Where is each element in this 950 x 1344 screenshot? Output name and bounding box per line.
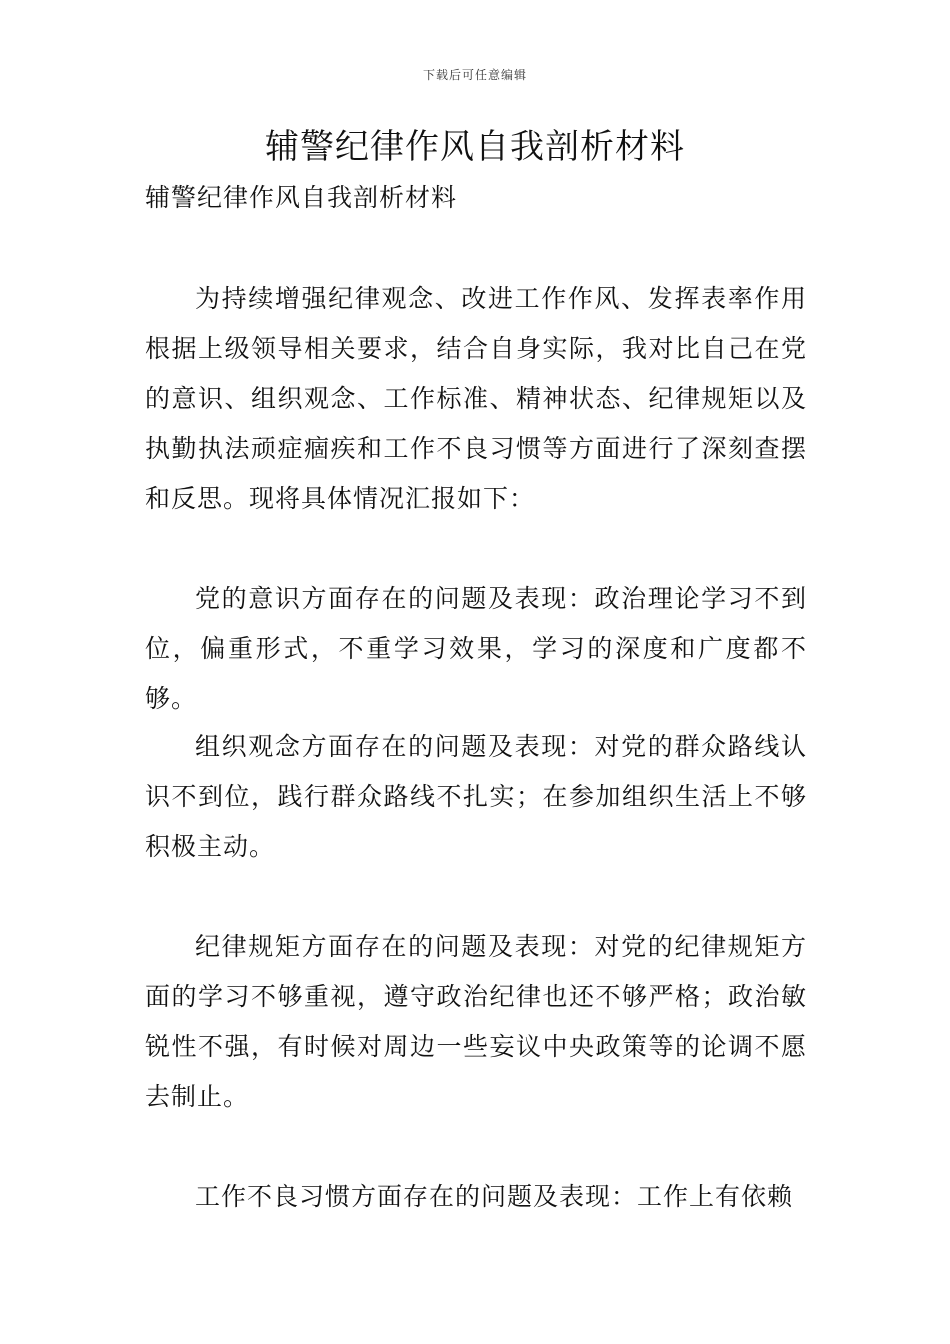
document-subtitle: 辅警纪律作风自我剖析材料 — [145, 183, 458, 212]
paragraph-discipline-rules: 纪律规矩方面存在的问题及表现：对党的纪律规矩方面的学习不够重视，遵守政治纪律也还不够严格；政治敏锐性不强，有时候对周边一些妄议中央政策等的论调不愿去制止。 — [145, 932, 807, 1111]
paragraph-introduction: 为持续增强纪律观念、改进工作作风、发挥表率作用根据上级领导相关要求，结合自身实际，我对比自己在党的意识、组织观念、工作标准、精神状态、纪律规矩以及执勤执法顽症痼疾和工作不良习惯等方面进行了深刻查摆和反思。现将具体情况汇报如下： — [145, 284, 807, 513]
document-title: 辅警纪律作风自我剖析材料 — [265, 127, 685, 167]
paragraph-party-awareness: 党的意识方面存在的问题及表现：政治理论学习不到位，偏重形式，不重学习效果，学习的深度和广度都不够。 — [145, 584, 807, 713]
paragraph-organization-concept: 组织观念方面存在的问题及表现：对党的群众路线认识不到位，践行群众路线不扎实；在参加组织生活上不够积极主动。 — [145, 732, 807, 861]
header-note: 下载后可任意编辑 — [422, 68, 527, 82]
paragraph-work-habits: 工作不良习惯方面存在的问题及表现：工作上有依赖 — [195, 1182, 794, 1211]
